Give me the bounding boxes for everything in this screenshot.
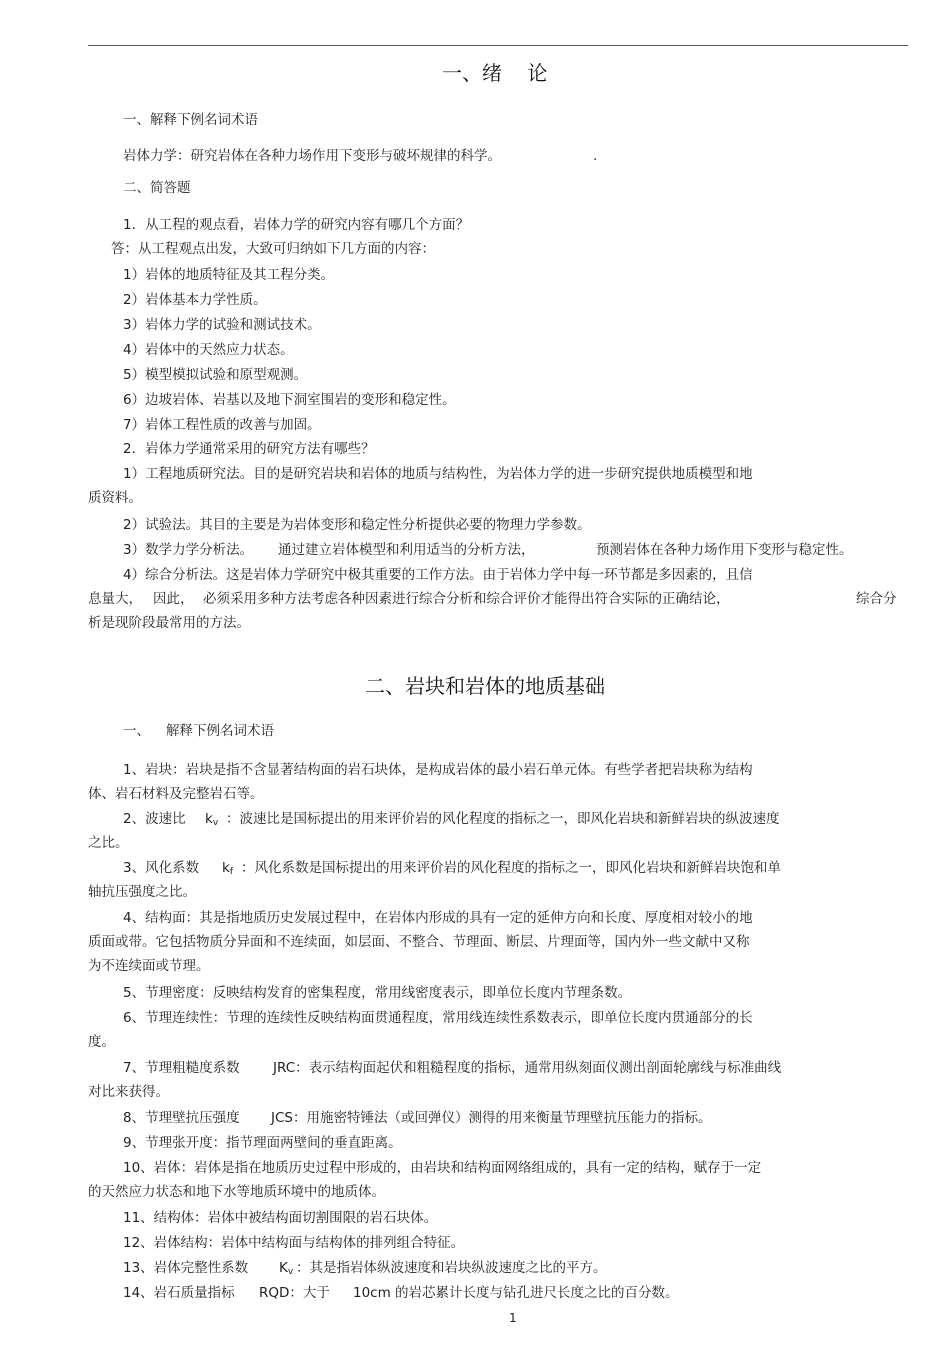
section2-heading-text: 解释下例名词术语: [166, 723, 274, 739]
method-4-line1: 4）综合分析法。这是岩体力学研究中极其重要的工作方法。由于岩体力学中每一环节都是多因素的，且信: [123, 567, 753, 583]
term-3-label: 3、风化系数: [123, 860, 200, 876]
term-1-line2: 体、岩石材料及完整岩石等。: [88, 786, 264, 802]
method-4-line2c: 必须采用多种方法考虑各种因素进行综合分析和综合评价才能得出符合实际的正确结论，: [203, 591, 730, 607]
term-13-label: 13、岩体完整性系数: [123, 1260, 249, 1276]
term-1-line1: 1、岩块：岩块是指不含显著结构面的岩石块体，是构成岩体的最小岩石单元体。有些学者把岩块称为结构: [123, 762, 753, 778]
term-3-definition: ：风化系数是国标提出的用来评价岩的风化程度的指标之一，即风化岩块和新鲜岩块饱和单: [241, 860, 781, 876]
answer-1-item: 7）岩体工程性质的改善与加固。: [123, 417, 321, 433]
term-2-definition: ：波速比是国标提出的用来评价岩的风化程度的指标之一，即风化岩块和新鲜岩块的纵波速度: [226, 811, 780, 827]
section2-heading-num: 一、: [123, 723, 150, 739]
symbol-k: k: [205, 811, 213, 827]
section1-heading-terms: 一、解释下例名词术语: [123, 112, 258, 128]
term-12: 12、岩体结构：岩体中结构面与结构体的排列组合特征。: [123, 1235, 465, 1251]
term-10-line1: 10、岩体：岩体是指在地质历史过程中形成的，由岩块和结构面网络组成的，具有一定的结构，赋存于一定: [123, 1160, 762, 1176]
term-5: 5、节理密度：反映结构发育的密集程度，常用线密度表示，即单位长度内节理条数。: [123, 985, 632, 1001]
answer-1-intro: 答：从工程观点出发，大致可归纳如下几方面的内容：: [111, 241, 435, 257]
method-4-line2d: 综合分: [856, 591, 897, 607]
term-14-label: 14、岩石质量指标: [123, 1285, 235, 1301]
term-13-symbol: [279, 1259, 293, 1281]
symbol-subscript: v: [212, 818, 219, 828]
method-3-a: 3）数学力学分析法。: [123, 542, 254, 558]
symbol-subscript: f: [229, 867, 233, 877]
answer-1-item: 1）岩体的地质特征及其工程分类。: [123, 267, 335, 283]
header-rule: [88, 45, 908, 46]
section2-title: 二、岩块和岩体的地质基础: [365, 674, 605, 698]
method-1-line1: 1）工程地质研究法。目的是研究岩块和岩体的地质与结构性，为岩体力学的进一步研究提供地质模型和地: [123, 466, 753, 482]
answer-1-item: 2）岩体基本力学性质。: [123, 292, 267, 308]
symbol-k: k: [222, 860, 230, 876]
page-number: 1: [509, 1311, 517, 1325]
term-3-line2: 轴抗压强度之比。: [88, 884, 196, 900]
term-8-definition: JCS：用施密特锤法（或回弹仪）测得的用来衡量节理壁抗压能力的指标。: [271, 1110, 712, 1126]
question-1: 1．从工程的观点看，岩体力学的研究内容有哪几个方面？: [123, 217, 470, 233]
term-14-rqd: RQD：大于: [259, 1285, 330, 1301]
term-7-line2: 对比来获得。: [88, 1084, 169, 1100]
term-2-symbol: [205, 810, 218, 832]
term-7-label: 7、节理粗糙度系数: [123, 1060, 240, 1076]
method-3-c: 预测岩体在各种力场作用下变形与稳定性。: [596, 542, 853, 558]
method-4-line3: 析是现阶段最常用的方法。: [88, 615, 250, 631]
method-1-line2: 质资料。: [88, 490, 142, 506]
term-7-definition: JRC：表示结构面起伏和粗糙程度的指标，通常用纵刻面仪测出剖面轮廓线与标准曲线: [273, 1060, 782, 1076]
stray-dot: .: [593, 148, 598, 164]
term-6-line2: 度。: [88, 1034, 115, 1050]
term-2-line2: 之比。: [88, 835, 129, 851]
answer-1-item: 5）模型模拟试验和原型观测。: [123, 367, 308, 383]
term-8-label: 8、节理壁抗压强度: [123, 1110, 240, 1126]
definition-rock-mechanics: 岩体力学：研究岩体在各种力场作用下变形与破坏规律的科学。: [123, 148, 501, 164]
method-4-line2b: 因此，: [153, 591, 194, 607]
term-11: 11、结构体：岩体中被结构面切割围限的岩石块体。: [123, 1210, 438, 1226]
section1-title: 一、绪 论: [442, 61, 548, 85]
answer-1-item: 4）岩体中的天然应力状态。: [123, 342, 294, 358]
term-13-definition: ：其是指岩体纵波速度和岩块纵波速度之比的平方。: [296, 1260, 607, 1276]
term-4-line3: 为不连续面或节理。: [88, 958, 210, 974]
term-6-line1: 6、节理连续性：节理的连续性反映结构面贯通程度，常用线连续性系数表示，即单位长度内贯通部分的长: [123, 1010, 753, 1026]
term-3-symbol: [222, 859, 233, 881]
method-3-b: 通过建立岩体模型和利用适当的分析方法，: [278, 542, 535, 558]
term-14-definition: 10cm 的岩芯累计长度与钻孔进尺长度之比的百分数。: [353, 1285, 679, 1301]
term-4-line2: 质面或带。它包括物质分异面和不连续面，如层面、不整合、节理面、断层、片理面等，国内外一些文献中又称: [88, 934, 750, 950]
answer-1-item: 3）岩体力学的试验和测试技术。: [123, 317, 321, 333]
term-4-line1: 4、结构面：其是指地质历史发展过程中，在岩体内形成的具有一定的延伸方向和长度、厚度相对较小的地: [123, 910, 753, 926]
term-2-label: 2、波速比: [123, 811, 186, 827]
section1-heading-short-answer: 二、简答题: [123, 180, 191, 196]
term-10-line2: 的天然应力状态和地下水等地质环境中的地质体。: [88, 1184, 385, 1200]
method-4-line2a: 息量大，: [88, 591, 142, 607]
symbol-k: K: [279, 1260, 288, 1276]
question-2: 2．岩体力学通常采用的研究方法有哪些？: [123, 441, 375, 457]
term-9: 9、节理张开度：指节理面两壁间的垂直距离。: [123, 1135, 402, 1151]
answer-1-item: 6）边坡岩体、岩基以及地下洞室围岩的变形和稳定性。: [123, 392, 456, 408]
symbol-subscript: v: [287, 1267, 294, 1277]
method-2: 2）试验法。其目的主要是为岩体变形和稳定性分析提供必要的物理力学参数。: [123, 517, 591, 533]
